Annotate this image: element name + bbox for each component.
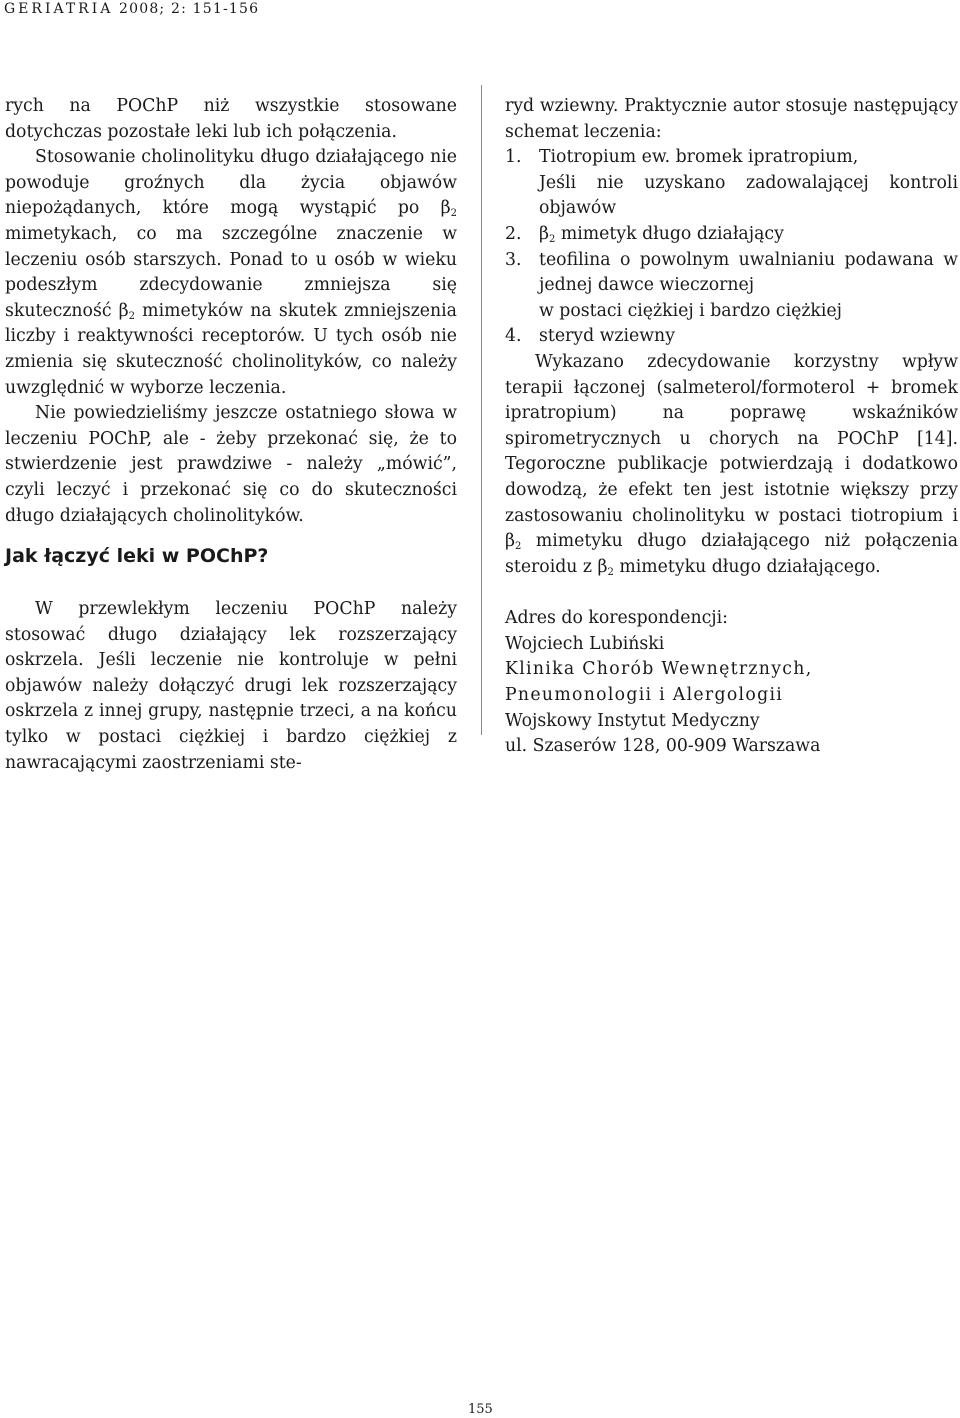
list-item [505,248,958,325]
text-segment: mimetyków na skutek zmniejszenia liczby i reaktywności receptorów. U tych osób nie zmienia się skuteczność cholinolityków, co należy uwzględnić w wyborze leczenia. [5,300,457,398]
list-item-subtext: Jeśli nie uzyskano zadowalającej kontroli objawów [539,172,958,219]
text-segment: mimetyku długo działającego niż połączenia steroidu z β [505,531,958,577]
spacer [505,580,958,606]
address-label: Adres do korespondencji: [505,608,728,629]
right-column [505,94,958,760]
list-number: 4. [505,326,522,347]
institute-name: Wojskowy Instytut Medyczny [505,710,760,731]
text-segment: Stosowanie cholinolityku długo działającego nie powoduje groźnych dla życia objawów niepożądanych, które mogą wystąpić po β [5,147,457,219]
clinic-name: Klinika Chorób Wewnętrznych, Pneumonologii i Alergologii [505,659,813,706]
subscript-2: 2 [515,541,522,553]
list-item-text: Tiotropium ew. bromek ipratropium, [539,147,859,168]
correspondence-address [505,606,958,760]
left-column [5,94,457,776]
text-segment: mimetyku długo działającego. [613,556,881,577]
list-item-text: steryd wziewny [539,326,675,347]
page-number: 155 [468,1402,493,1417]
paragraph-evidence [505,350,958,580]
citation: 2008; 2: 151-156 [119,1,260,17]
list-item-text: mimetyk długo działający [555,223,784,244]
list-item [505,222,958,248]
list-item-text: β [539,223,549,244]
paragraph-cholinolytic-safety [5,145,457,401]
text-segment: mimetykach, co ma szczególne znaczenie w leczeniu osób starszych. Ponad to u osób w wieku podeszłym zdecydowanie zmniejsza się skuteczność β [5,223,457,321]
running-header [4,0,259,20]
list-number: 1. [505,147,522,168]
list-number: 2. [505,223,522,244]
list-item [505,145,958,222]
list-item-subtext: w postaci ciężkiej i bardzo ciężkiej [539,300,843,321]
paragraph-last-word: Nie powiedzieliśmy jeszcze ostatniego słowa w leczeniu POChP, ale - żeby przekonać się, że to stwierdzenie jest prawdziwe - należy „mówić”, czyli leczyć i przekonać się co do skuteczności długo działających cholinolityków. [5,403,457,526]
paragraph-continuation: rych na POChP niż wszystkie stosowane dotychczas pozostałe leki lub ich połączenia. [5,96,457,142]
street-address: ul. Szaserów 128, 00-909 Warszawa [505,736,821,757]
list-item-text: teofilina o powolnym uwalnianiu podawana w jednej dawce wieczornej [539,249,958,296]
section-heading: Jak łączyć leki w POChP? [5,545,269,568]
paragraph-scheme-intro: ryd wziewny. Praktycznie autor stosuje następujący schemat leczenia: [505,96,958,142]
text-segment: Wykazano zdecydowanie korzystny wpływ terapii łączonej (salmeterol/formoterol + bromek ipratropium) na poprawę wskaźników spirometrycznych u chorych na POChP [14]. Tegoroczne publikacje potwierdzają i dodatkowo dowodzą, że efekt ten jest istotnie większy przy zastosowaniu cholinolityku w postaci tiotropium i β [505,351,958,552]
subscript-2: 2 [607,566,614,578]
paragraph-combination-therapy: W przewlekłym leczeniu POChP należy stosować długo działający lek rozszerzający oskrzela. Jeśli leczenie nie kontroluje w pełni objawów należy dołączyć drugi lek rozszerzający oskrzela z innej grupy, następnie trzeci, a na końcu tylko w postaci ciężkiej i bardzo ciężkiej z nawracającymi zaostrzeniami ste- [5,599,457,773]
subscript-2: 2 [549,233,556,245]
column-divider [481,85,482,735]
author-name: Wojciech Lubiński [505,633,665,654]
subscript-2: 2 [450,208,457,220]
list-item [505,324,958,350]
journal-name: GERIATRIA [4,1,114,17]
treatment-scheme-list [505,145,958,350]
list-number: 3. [505,249,522,270]
subscript-2: 2 [128,310,136,322]
